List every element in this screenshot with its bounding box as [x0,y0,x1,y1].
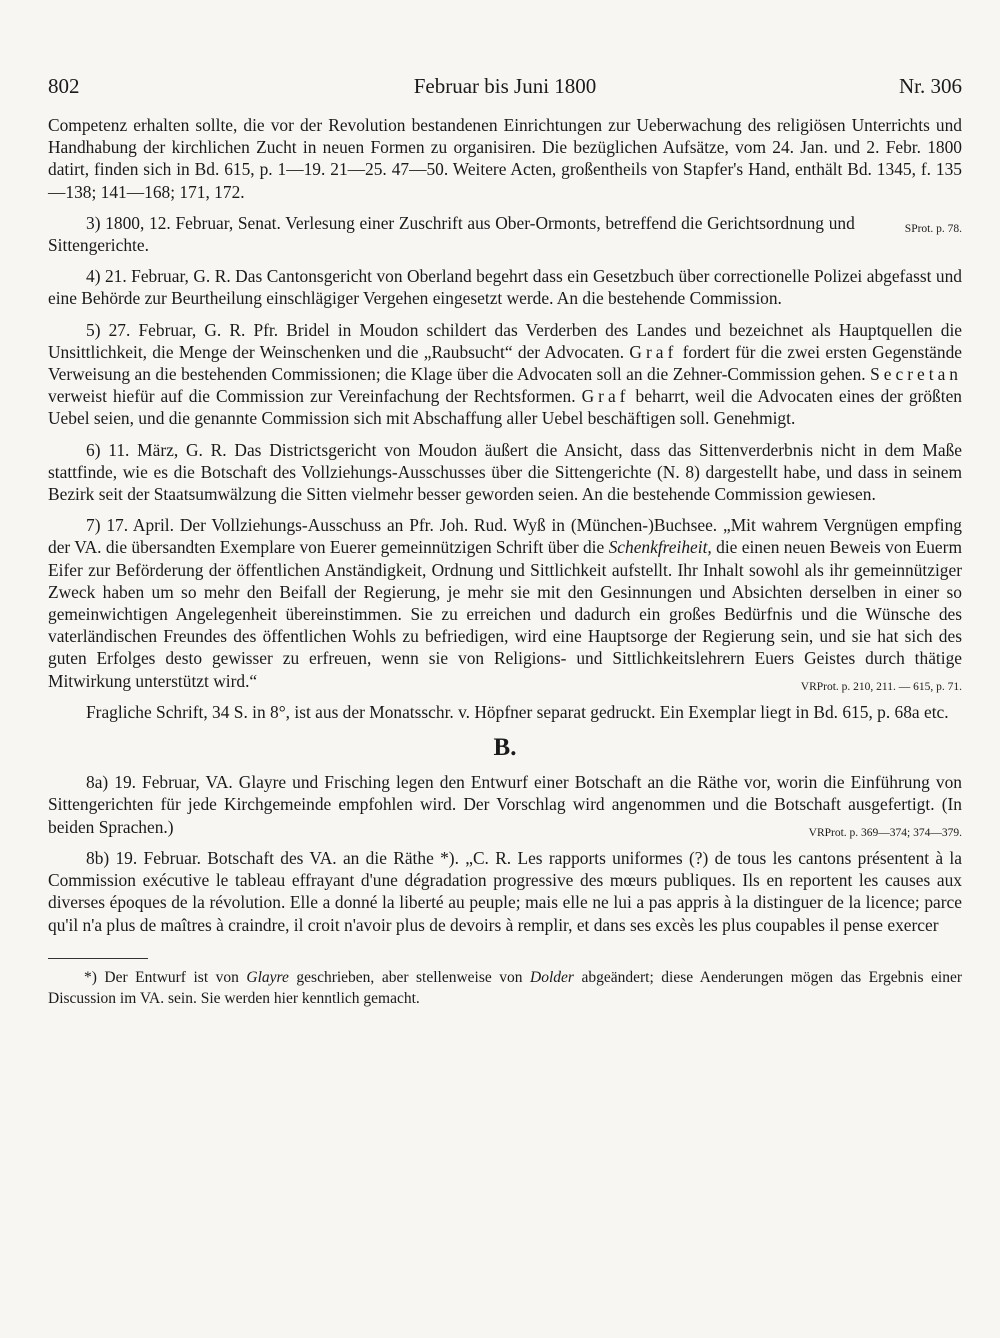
body-text [48,114,962,936]
entry-3 [48,212,962,256]
footnote [48,967,962,1009]
footnote-name: Glayre [246,968,289,986]
intro-paragraph: Competenz erhalten sollte, die vor der Revolution bestandenen Einrichtungen zur Ueberwachung des religiösen Unterrichts und Handhabung der kirchlichen Zucht in neuen Formen zu organisiren. Die bezüglichen Aufsätze, vom 24. Jan. und 2. Febr. 1800 datirt, finden sich in Bd. 615, p. 1—19. 21—25. 47—50. Weitere Acten, großentheils von Stapfer's Hand, enthält Bd. 1345, f. 135—138; 141—168; 171, 172. [48,115,962,202]
footnote-name: Dolder [530,968,574,986]
footnote-text-1: *) Der Entwurf ist von [84,968,239,986]
footnote-paragraph [48,967,962,1009]
running-title: Februar bis Juni 1800 [413,74,597,98]
entry-5-text-2: fordert für die zwei ersten Gegenstände Verweisung an die bestehenden Commissionen; die Klage über die Advocaten soll an die Zehner-Commission gehen. [48,341,962,385]
entry-3-text: 3) 1800, 12. Februar, Senat. Verlesung einer Zuschrift aus Ober-Ormonts, betreffend die Gerichtsordnung und Sittengerichte. [48,212,855,256]
page-number: 802 [48,74,80,98]
entry-8a-text: 8a) 19. Februar, VA. Glayre und Frisching legen den Entwurf einer Botschaft an die Räthe vor, worin die Einführung von Sittengerichten für jede Kirchgemeinde empfohlen wird. Der Vorschlag wird angenommen und die Botschaft ausgefertigt. (In beiden Sprachen.) [48,772,962,837]
entry-6: 6) 11. März, G. R. Das Districtsgericht von Moudon äußert die Ansicht, dass das Sittenverderbnis nicht in dem Maße stattfinde, wie es die Botschaft des Vollziehungs-Ausschusses über die Sittengerichte (N. 8) dargestellt habe, und dass in seinem Bezirk seit der Staatsumwälzung die Sitten vielmehr besser geworden seien. An die bestehende Commission gewiesen. [48,439,962,505]
speaker-name: Graf [581,386,630,407]
footnote-text-3: abgeändert; diese Aenderungen mögen das Ergebnis einer Discussion im VA. sein. Sie werden hier kenntlich gemacht. [48,968,962,1007]
entry-8a [48,771,962,838]
entry-7-note: Fragliche Schrift, 34 S. in 8°, ist aus der Monatsschr. v. Höpfner separat gedruckt. Ein Exemplar liegt in Bd. 615, p. 68a etc. [86,701,949,722]
entry-8a-reference: VRProt. p. 369—374; 374—379. [808,826,962,839]
entry-3-reference: SProt. p. 78. [904,222,962,235]
footnote-text-2: geschrieben, aber stellenweise von [296,968,523,986]
section-heading: B. [493,734,517,762]
entry-5-text-1: 5) 27. Februar, G. R. Pfr. Bridel in Moudon schildert das Verderben des Landes und bezeichnet als Hauptquellen die Unsittlichkeit, die Menge der Weinschenken und die „Raubsucht“ der Advocaten. [48,319,962,362]
entry-7 [48,514,962,692]
page-header [48,74,962,114]
entry-8b: 8b) 19. Februar. Botschaft des VA. an die Räthe *). „C. R. Les rapports uniformes (?) de tous les cantons présentent à la Commission exécutive le tableau effrayant d'une dégradation progressive des mœurs publiques. Ils en reportent les causes aux diverses époques de la révolution. Elle a donné la liberté au peuple; mais elle ne lui a pas appris à la distinguer de la licence; parce qu'il n'a plus de maîtres à craindre, il croit n'avoir plus de devoirs à remplir, et dans ses excès les plus coupables il pense exercer [48,847,962,935]
entry-7-text-2: die einen neuen Beweis von Euerm Eifer zur Beförderung der öffentlichen Anständigkeit, Ordnung und Sittlichkeit aufstellt. Ihr Inhalt sowohl als ihr gemeinnütziger Zweck haben um so mehr den Beifall der Regierung, je mehr sie mit den Gesinnungen und Absichten derselben in einer so gemeinwichtigen Angelegenheit übereinstimmen. Sie zu erreichen und dadurch ein großes Bedürfnis und die Wünsche des vaterländischen Freundes des öffentlichen Wohls zu befriedigen, wird eine Hauptsorge der Regierung sein, und sie hat sich des guten Erfolges desto gewisser zu erfreuen, wenn sie von Religions- und Sittlichkeitslehrern Euers Geistes durch thätige Mitwirkung unterstützt wird.“ [48,537,962,691]
entry-7-reference: VRProt. p. 210, 211. — 615, p. 71. [800,680,962,693]
entry-7-italic-title: Schenkfreiheit, [608,537,712,558]
entry-5-text-4: beharrt, weil die Advocaten eines der größten Uebel seien, und die genannte Commission sich mit Abschaffung aller Uebel beschäftigen soll. Genehmigt. [48,386,962,429]
speaker-name: Secretan [870,364,962,385]
entry-number: Nr. 306 [899,74,962,98]
entry-4: 4) 21. Februar, G. R. Das Cantonsgericht von Oberland begehrt dass ein Gesetzbuch über correctionelle Polizei abgefasst und eine Behörde zur Beurtheilung einschlägiger Vergehen eingesetzt werde. An die bestehende Commission. [48,266,962,309]
footnote-rule [48,958,148,959]
entry-5 [48,319,962,430]
entry-5-text-3: verweist hiefür auf die Commission zur Vereinfachung der Rechtsformen. [48,386,576,407]
entry-7-text-1: 7) 17. April. Der Vollziehungs-Ausschuss an Pfr. Joh. Rud. Wyß in (München-)Buchsee. „Mit wahrem Vergnügen empfing der VA. die übersandten Exemplare von Euerer gemeinnützigen Schrift über die [48,515,962,558]
speaker-name: Graf [629,341,678,362]
